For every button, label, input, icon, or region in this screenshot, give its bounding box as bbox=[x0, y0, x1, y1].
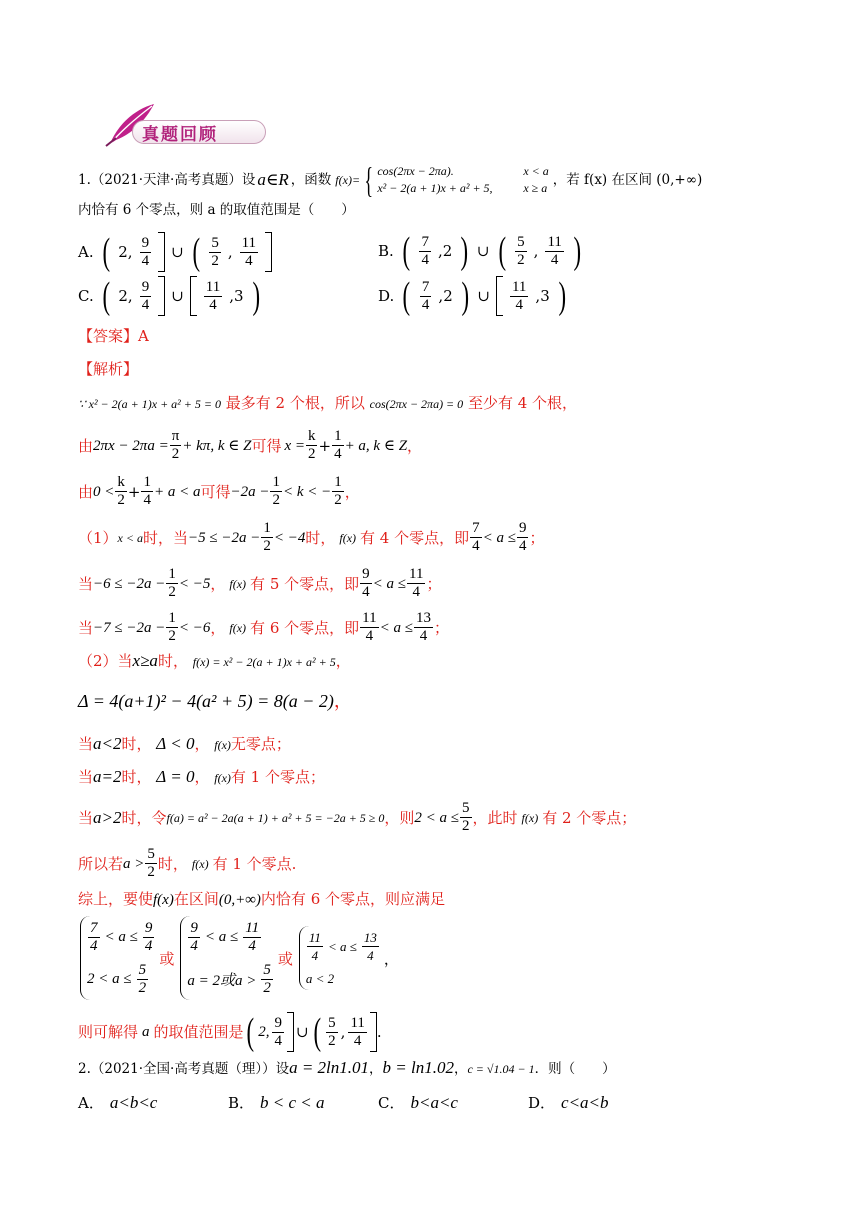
q2-option-a[interactable]: A． a<b<c bbox=[78, 1092, 158, 1112]
q1-function-name: f(x)= bbox=[335, 173, 361, 187]
section-banner-text: 真题回顾 bbox=[142, 125, 218, 145]
q1-suffix: ，若 f(x) 在区间 (0,+∞) bbox=[552, 172, 703, 188]
analysis-label: 【解析】 bbox=[78, 360, 139, 378]
q1-option-b[interactable]: B. ( $\frac{7}{4}$ ,2 ) ∪ ( $\frac{5}{2}$ , $\frac{11}{4}$ ) bbox=[378, 230, 582, 272]
section-banner bbox=[102, 106, 272, 148]
option-label: D. bbox=[378, 287, 395, 305]
q2-option-c[interactable]: C． b<a<c bbox=[378, 1092, 458, 1112]
q1-case1-expr: cos(2πx − 2πa). bbox=[377, 164, 454, 178]
analysis-line-15: 则可解得 a 的取值范围是 ( 2, $\frac{9}{4}$ ∪ ( $\frac{5}{2}$ , $\frac{11}{4}$ . bbox=[78, 1011, 382, 1053]
q1-option-d[interactable]: D. ( $\frac{7}{4}$ ,2 ) ∪ $\frac{11}{4}$ ,3 ) bbox=[378, 275, 566, 317]
q1-option-c[interactable]: C. ( 2, $\frac{9}{4}$ ∪ $\frac{11}{4}$ ,3 ) bbox=[78, 275, 260, 317]
option-label: B. bbox=[378, 242, 394, 260]
q1-stem-line2: 内恰有 6 个零点，则 a 的取值范围是（ ） bbox=[78, 202, 355, 218]
analysis-line-8: Δ = 4(a+1)² − 4(a² + 5) = 8(a − 2)， bbox=[78, 691, 352, 712]
analysis-line-11: 当 a>2 时，令 f(a) = a² − 2a(a + 1) + a² + 5 = −2a + 5 ≥ 0 ，则 2 < a ≤ $\frac{5}{2}$ ，此时 f(x) 有 2 个零点； bbox=[78, 800, 637, 834]
condition-systems: $\frac{7}{4}$ < a ≤ $\frac{9}{4}$ 2 < a ≤ $\frac{5}{2}$ 或 $\frac{9}{4}$ < a ≤ $\frac{11}{4}$ a = 2或a > $\frac{5}{2}$ 或 $\frac{11}{4}$ < a ≤ $\frac{13}{4}$ a < 2 ， bbox=[78, 916, 399, 1000]
analysis-line-9: 当a<2时， Δ < 0， f(x)无零点； bbox=[78, 734, 291, 753]
answer-line: 【答案】A bbox=[78, 327, 149, 345]
q1-stem-line1: 1.（2021·天津·高考真题）设 a∈R ，函数 f(x)= { cos(2πx − 2πa). x < a x² − 2(a + 1)x + a² + 5, x ≥ a ，若 f(x) 在区间 (0,+∞) bbox=[78, 160, 703, 200]
analysis-line-2: 由 2πx − 2πa = $\frac{\pi}{2}$ + kπ, k ∈ Z 可得 x = $\frac{k}{2}$ + $\frac{1}{4}$ + a, k ∈ Z ， bbox=[78, 428, 423, 462]
analysis-line-3: 由 0 < $\frac{k}{2}$ + $\frac{1}{4}$ + a < a 可得 −2a − $\frac{1}{2}$ < k < − $\frac{1}{2}$ ， bbox=[78, 474, 360, 508]
q2-option-d[interactable]: D． c<a<b bbox=[528, 1092, 609, 1112]
analysis-line-6: 当 −7 ≤ −2a − $\frac{1}{2}$ < −6 ， f(x) 有 6 个零点，即 $\frac{11}{4}$ < a ≤ $\frac{13}{4}$ ； bbox=[78, 610, 449, 644]
analysis-line-5: 当 −6 ≤ −2a − $\frac{1}{2}$ < −5 ， f(x) 有 5 个零点，即 $\frac{9}{4}$ < a ≤ $\frac{11}{4}$ ； bbox=[78, 566, 442, 600]
q1-prefix: 1.（2021·天津·高考真题）设 bbox=[78, 172, 256, 188]
q1-option-a[interactable]: A. ( 2, $\frac{9}{4}$ ∪ ( $\frac{5}{2}$ , $\frac{11}{4}$ bbox=[78, 232, 272, 272]
q1-case2-cond: x ≥ a bbox=[523, 181, 548, 195]
q1-condition: a∈R bbox=[257, 170, 289, 189]
option-label: C. bbox=[78, 287, 94, 305]
analysis-line-1: ∵ x² − 2(a + 1)x + a² + 5 = 0 最多有 2 个根，所以 cos(2πx − 2πa) = 0 至少有 4 个根， bbox=[78, 394, 578, 412]
analysis-line-12: 所以若 a > $\frac{5}{2}$ 时， f(x) 有 1 个零点. bbox=[78, 846, 297, 880]
analysis-line-4: （1） x < a 时，当 −5 ≤ −2a − $\frac{1}{2}$ < −4 时， f(x) 有 4 个零点，即 $\frac{7}{4}$ < a ≤ $\frac{9}{4}$ ； bbox=[78, 520, 545, 554]
q2-stem: 2.（2021·全国·高考真题（理））设a = 2ln1.01，b = ln1.02，c = √1.04 − 1．则（ ） bbox=[78, 1058, 616, 1077]
q1-case1-cond: x < a bbox=[523, 164, 549, 178]
q1-mid: ，函数 bbox=[290, 172, 332, 188]
analysis-line-13: 综上，要使f(x)在区间(0,+∞)内恰有 6 个零点，则应满足 bbox=[78, 890, 446, 908]
analysis-line-10: 当a=2时， Δ = 0， f(x)有 1 个零点； bbox=[78, 767, 325, 786]
q2-option-b[interactable]: B． b < c < a bbox=[228, 1092, 325, 1112]
option-label: A. bbox=[78, 243, 94, 261]
q1-case2-expr: x² − 2(a + 1)x + a² + 5, bbox=[377, 181, 493, 195]
analysis-line-7: （2）当x≥a时， f(x) = x² − 2(a + 1)x + a² + 5， bbox=[78, 651, 351, 670]
